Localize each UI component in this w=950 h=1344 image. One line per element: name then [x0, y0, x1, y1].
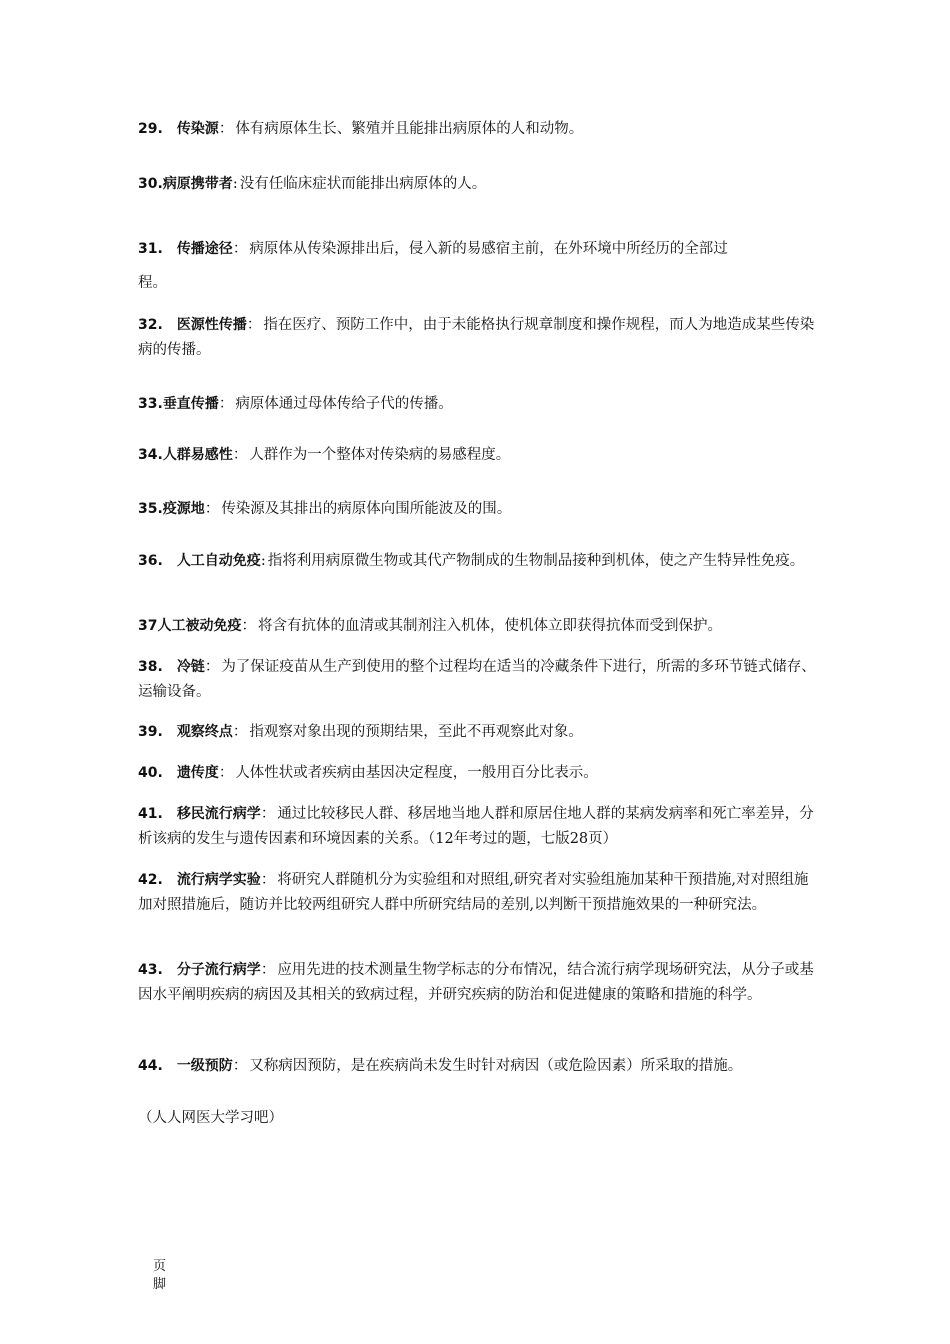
- entry-separator: ：: [246, 317, 262, 333]
- entry-37: [138, 614, 818, 639]
- entry-definition: 指观察对象出现的预期结果，至此不再观察此对象。: [249, 724, 583, 740]
- entry-separator: ：: [218, 121, 234, 137]
- entry-definition: 人群作为一个整体对传染病的易感程度。: [249, 447, 511, 463]
- entry-definition: 将研究人群随机分为实验组和对照组,研究者对实验组施加某种干预措施,对对照组施加对照措施后，随访并比较两组研究人群中所研究结局的差别,以判断干预措施效果的一种研究法。: [138, 872, 809, 913]
- entry-separator: ：: [232, 447, 248, 463]
- entry-separator: ：: [232, 724, 248, 740]
- entry-term: 移民流行病学: [176, 806, 261, 822]
- entry-term: 人群易感性: [162, 447, 233, 463]
- entry-definition: 人体性状或者疾病由基因决定程度，一般用百分比表示。: [235, 765, 598, 781]
- entry-term: 疫源地: [162, 501, 205, 517]
- entry-number: 42.: [138, 872, 163, 888]
- entry-definition: 将含有抗体的血清或其制剂注入机体，使机体立即获得抗体而受到保护。: [257, 618, 722, 634]
- entry-term: 一级预防: [176, 1058, 233, 1074]
- entry-definition: 传染源及其排出的病原体向围所能波及的围。: [221, 501, 512, 517]
- entry-40: [138, 761, 818, 786]
- entry-number: 32.: [138, 317, 163, 333]
- entry-number: 33.: [138, 396, 163, 412]
- footer-char-2: 脚: [153, 1277, 167, 1292]
- entry-38: [138, 655, 818, 705]
- entry-number: 36.: [138, 553, 163, 569]
- entry-definition: 应用先进的技术测量生物学标志的分布情况，结合流行病学现场研究法，从分子或基因水平阐明疾病的病因及其相关的致病过程，并研究疾病的防治和促进健康的策略和措施的科学。: [138, 962, 814, 1003]
- entry-term: 人工自动免疫: [176, 553, 261, 569]
- entry-term: 遗传度: [176, 765, 219, 781]
- entry-definition: 病原体通过母体传给子代的传播。: [235, 396, 453, 412]
- entry-39: [138, 720, 818, 745]
- entry-number: 44.: [138, 1058, 163, 1074]
- entry-term: 传播途径: [176, 241, 233, 257]
- entry-36: [138, 549, 818, 574]
- entry-separator: ：: [218, 396, 234, 412]
- entry-separator: ：: [204, 501, 220, 517]
- entry-separator: ：: [260, 806, 276, 822]
- entry-number: 40.: [138, 765, 163, 781]
- entry-number: 37: [138, 618, 158, 634]
- entry-35: [138, 497, 818, 522]
- entry-number: 38.: [138, 659, 163, 675]
- entry-30: [138, 172, 818, 197]
- entry-separator: :: [232, 176, 238, 192]
- entry-number: 39.: [138, 724, 163, 740]
- entry-43: [138, 958, 818, 1008]
- entry-definition-continuation: 程。: [138, 275, 167, 291]
- entry-term: 冷链: [176, 659, 205, 675]
- entry-definition: 没有任临床症状而能排出病原体的人。: [239, 176, 487, 192]
- entry-32: [138, 313, 818, 363]
- entry-definition: 通过比较移民人群、移居地当地人群和原居住地人群的某病发病率和死亡率差异，分析该病的发生与遗传因素和环境因素的关系。（12年考过的题，七版28页）: [138, 806, 814, 847]
- entry-separator: ：: [241, 618, 256, 634]
- entry-term: 传染源: [176, 121, 219, 137]
- entry-separator: ：: [260, 872, 276, 888]
- source-note: （人人网医大学习吧）: [138, 1110, 283, 1126]
- entry-term: 流行病学实验: [176, 872, 261, 888]
- entry-44: [138, 1054, 818, 1079]
- entry-separator: ：: [218, 765, 234, 781]
- entry-definition: 指在医疗、预防工作中，由于未能格执行规章制度和操作规程，而人为地造成某些传染病的传播。: [138, 317, 815, 358]
- entry-number: 43.: [138, 962, 163, 978]
- page-footer: [153, 1258, 169, 1294]
- entry-definition: 指将利用病原微生物或其代产物制成的生物制品接种到机体，使之产生特异性免疫。: [267, 553, 805, 569]
- entry-number: 31.: [138, 241, 163, 257]
- entry-41: [138, 802, 818, 852]
- entry-definition: 为了保证疫苗从生产到使用的整个过程均在适当的冷藏条件下进行，所需的多环节链式储存、运输设备。: [138, 659, 816, 700]
- entry-42: [138, 868, 818, 918]
- entry-34: [138, 443, 818, 468]
- entry-term: 人工被动免疫: [157, 618, 242, 634]
- entry-33: [138, 392, 818, 417]
- entry-term: 医源性传播: [176, 317, 247, 333]
- entry-31-continuation: [138, 271, 818, 296]
- entry-definition: 又称病因预防，是在疾病尚未发生时针对病因（或危险因素）所采取的措施。: [249, 1058, 743, 1074]
- entry-number: 41.: [138, 806, 163, 822]
- entry-separator: :: [260, 553, 266, 569]
- entry-separator: ：: [232, 241, 248, 257]
- entry-term: 分子流行病学: [176, 962, 261, 978]
- entry-31: [138, 237, 818, 262]
- entry-term: 病原携带者: [162, 176, 233, 192]
- entry-definition: 体有病原体生长、繁殖并且能排出病原体的人和动物。: [235, 121, 584, 137]
- entry-separator: ：: [232, 1058, 248, 1074]
- entry-separator: ：: [204, 659, 220, 675]
- entry-term: 观察终点: [176, 724, 233, 740]
- entry-number: 29.: [138, 121, 163, 137]
- entry-term: 垂直传播: [162, 396, 219, 412]
- entry-separator: ：: [260, 962, 276, 978]
- entry-number: 34.: [138, 447, 163, 463]
- footer-char-1: 页: [153, 1259, 167, 1274]
- entry-number: 30.: [138, 176, 163, 192]
- entry-definition: 病原体从传染源排出后，侵入新的易感宿主前，在外环境中所经历的全部过: [249, 241, 728, 257]
- entry-29: [138, 117, 818, 142]
- entry-number: 35.: [138, 501, 163, 517]
